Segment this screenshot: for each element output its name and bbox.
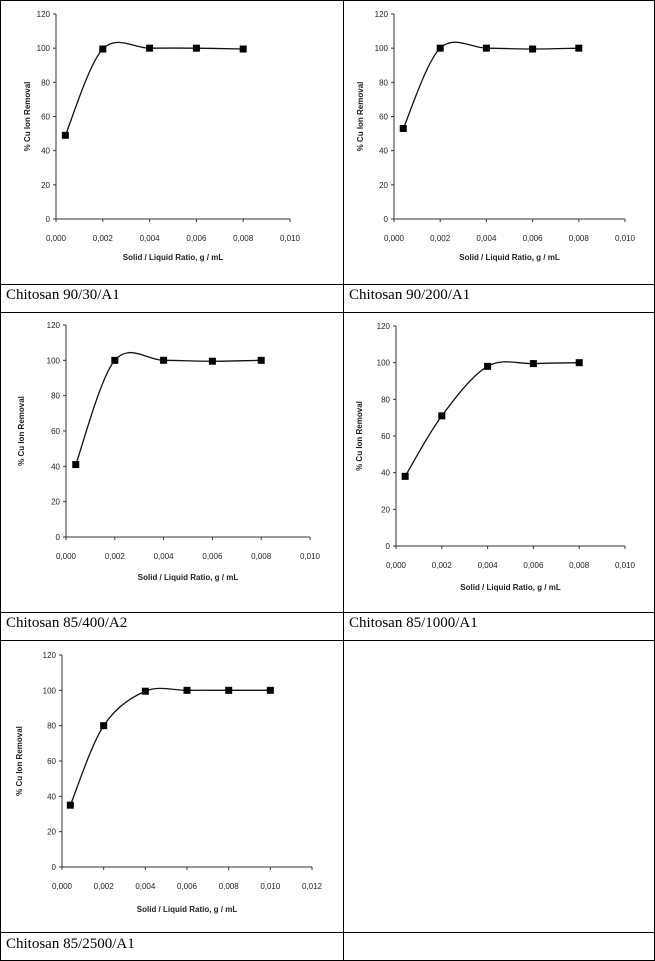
chart-caption: Chitosan 90/200/A1 xyxy=(349,287,471,303)
y-tick-label: 120 xyxy=(376,322,390,331)
x-axis-label: Solid / Liquid Ratio, g / mL xyxy=(137,573,239,582)
y-axis-label: % Cu Ion Removal xyxy=(356,81,365,152)
table-cell xyxy=(1,1,344,285)
y-tick-label: 80 xyxy=(379,78,388,88)
y-tick-label: 20 xyxy=(379,180,388,190)
y-axis-label: % Cu Ion Removal xyxy=(15,726,24,796)
x-axis-label: Solid / Liquid Ratio, g / mL xyxy=(136,905,238,914)
table-cell xyxy=(1,641,344,933)
table-cell xyxy=(1,313,344,613)
y-tick-label: 120 xyxy=(36,10,50,19)
y-tick-label: 20 xyxy=(47,827,56,837)
x-tick-label: 0,006 xyxy=(522,234,543,243)
y-tick-label: 80 xyxy=(47,721,56,731)
y-tick-label: 0 xyxy=(45,215,50,224)
y-tick-label: 60 xyxy=(41,112,50,122)
y-tick-label: 100 xyxy=(42,686,56,696)
x-tick-label: 0,000 xyxy=(383,234,405,243)
y-tick-label: 120 xyxy=(46,321,60,330)
x-tick-label: 0,006 xyxy=(176,882,198,891)
x-tick-label: 0,008 xyxy=(218,882,239,891)
x-tick-label: 0,010 xyxy=(614,234,636,243)
y-tick-label: 100 xyxy=(36,44,50,54)
chart-caption: Chitosan 85/1000/A1 xyxy=(349,615,478,631)
y-tick-label: 80 xyxy=(381,395,390,405)
x-tick-label: 0,006 xyxy=(186,234,207,243)
y-tick-label: 20 xyxy=(381,505,390,515)
y-axis-label: % Cu Ion Removal xyxy=(355,401,364,471)
x-tick-label: 0,000 xyxy=(51,882,73,891)
y-tick-label: 80 xyxy=(51,391,60,401)
x-tick-label: 0,004 xyxy=(135,882,156,891)
y-tick-label: 40 xyxy=(381,468,390,478)
chart-caption: Chitosan 90/30/A1 xyxy=(6,287,120,303)
x-tick-label: 0,002 xyxy=(104,552,125,561)
x-tick-label: 0,004 xyxy=(139,234,160,243)
x-tick-label: 0,002 xyxy=(430,234,451,243)
x-tick-label: 0,006 xyxy=(523,561,544,570)
y-tick-label: 120 xyxy=(42,651,56,660)
x-tick-label: 0,008 xyxy=(568,234,589,243)
x-tick-label: 0,012 xyxy=(301,882,323,891)
table-cell xyxy=(344,641,655,933)
y-tick-label: 20 xyxy=(51,497,60,507)
x-tick-label: 0,002 xyxy=(93,882,114,891)
x-tick-label: 0,006 xyxy=(202,552,223,561)
x-tick-label: 0,004 xyxy=(153,552,174,561)
y-tick-label: 0 xyxy=(385,542,390,551)
y-axis-label: % Cu Ion Removal xyxy=(17,396,26,466)
table-cell xyxy=(344,313,655,613)
y-tick-label: 60 xyxy=(47,757,56,766)
x-tick-label: 0,004 xyxy=(477,561,498,570)
y-tick-label: 100 xyxy=(376,358,390,368)
y-tick-label: 100 xyxy=(374,44,388,54)
y-tick-label: 40 xyxy=(51,462,60,472)
x-tick-label: 0,004 xyxy=(476,234,497,243)
x-tick-label: 0,000 xyxy=(45,234,67,243)
table-cell xyxy=(344,933,655,961)
x-axis-label: Solid / Liquid Ratio, g / mL xyxy=(122,253,224,262)
table-cell xyxy=(344,1,655,285)
x-tick-label: 0,002 xyxy=(431,561,452,570)
x-tick-label: 0,000 xyxy=(385,561,407,570)
y-tick-label: 0 xyxy=(383,215,388,224)
y-tick-label: 40 xyxy=(379,146,388,156)
x-tick-label: 0,010 xyxy=(260,882,281,891)
x-axis-label: Solid / Liquid Ratio, g / mL xyxy=(459,253,560,262)
x-axis-label: Solid / Liquid Ratio, g / mL xyxy=(460,583,561,592)
x-tick-label: 0,010 xyxy=(279,234,301,243)
x-tick-label: 0,000 xyxy=(55,552,77,561)
x-tick-label: 0,008 xyxy=(251,552,272,561)
x-tick-label: 0,008 xyxy=(233,234,254,243)
y-tick-label: 0 xyxy=(55,533,60,542)
y-tick-label: 80 xyxy=(41,78,50,88)
x-tick-label: 0,002 xyxy=(92,234,113,243)
chart-caption: Chitosan 85/400/A2 xyxy=(6,615,128,631)
x-tick-label: 0,008 xyxy=(569,561,590,570)
y-tick-label: 40 xyxy=(41,146,50,156)
y-tick-label: 40 xyxy=(47,792,56,802)
y-tick-label: 60 xyxy=(379,112,388,122)
x-tick-label: 0,010 xyxy=(299,552,321,561)
y-tick-label: 20 xyxy=(41,180,50,190)
y-tick-label: 100 xyxy=(46,356,60,366)
y-tick-label: 60 xyxy=(51,427,60,436)
y-tick-label: 60 xyxy=(381,432,390,441)
x-tick-label: 0,010 xyxy=(614,561,636,570)
y-tick-label: 120 xyxy=(374,10,388,19)
y-tick-label: 0 xyxy=(51,863,56,872)
y-axis-label: % Cu Ion Removal xyxy=(23,81,32,152)
chart-caption: Chitosan 85/2500/A1 xyxy=(6,936,135,952)
